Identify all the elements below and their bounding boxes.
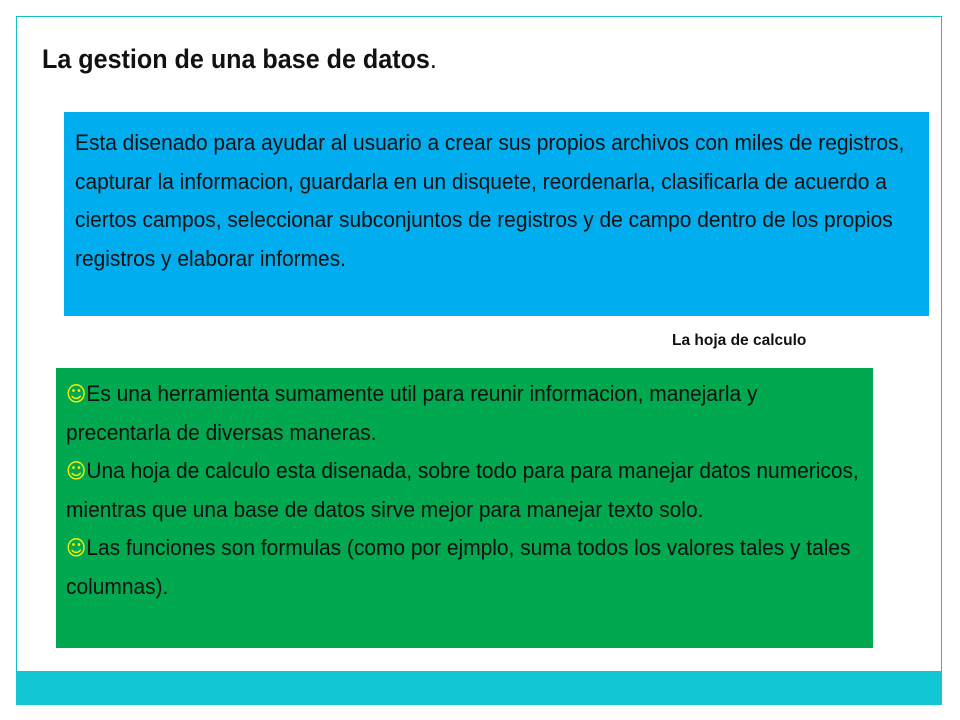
spreadsheet-bullets-box [56, 368, 873, 648]
bullet-text: Es una herramienta sumamente util para reunir informacion, manejarla y precentarla de diversas maneras. [66, 381, 758, 445]
smiley-bullet-icon: ☺ [66, 459, 87, 483]
smiley-bullet-icon: ☺ [66, 382, 87, 406]
slide-title-period: . [429, 44, 437, 74]
bottom-accent-bar [16, 671, 942, 705]
list-item [66, 535, 850, 599]
database-description: Esta disenado para ayudar al usuario a crear sus propios archivos con miles de registros, capturar la informacion, guardarla en un disquete, reordenarla, clasificarla de acuerdo a ciertos campos, seleccionar subconjuntos de registros y de campo dentro de los propios registros y elaborar informes. [75, 130, 905, 271]
smiley-bullet-icon: ☺ [66, 536, 87, 560]
bullet-text: Una hoja de calculo esta disenada, sobre todo para para manejar datos numericos, mientras que una base de datos sirve mejor para manejar texto solo. [66, 458, 859, 522]
list-item [66, 381, 757, 445]
bullet-text: Las funciones son formulas (como por ejmplo, suma todos los valores tales y tales columnas). [66, 535, 851, 599]
spreadsheet-subheading: La hoja de calculo [672, 332, 807, 349]
slide-title-text: La gestion de una base de datos [42, 44, 430, 74]
slide-title [42, 44, 437, 75]
list-item [66, 458, 859, 522]
bullet-list [66, 375, 866, 606]
database-description-box [64, 112, 929, 316]
